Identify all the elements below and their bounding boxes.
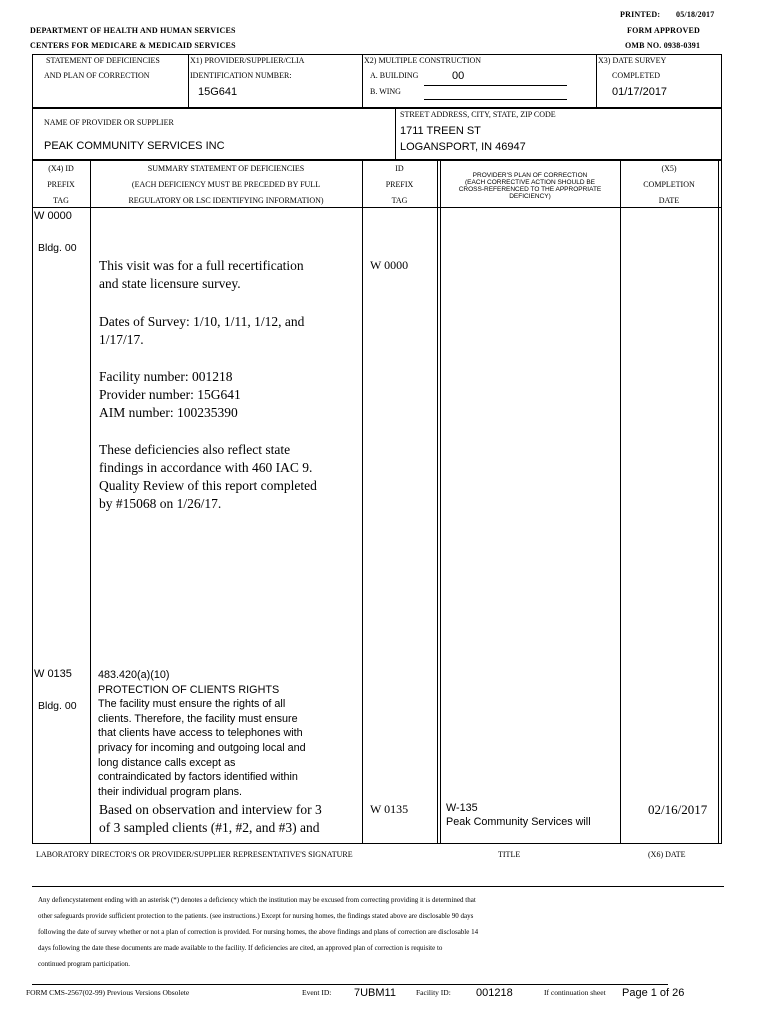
- x4-header-3: TAG: [53, 196, 69, 205]
- id-header: ID: [395, 164, 404, 173]
- column-divider: [440, 160, 441, 844]
- x5-header-3: DATE: [658, 196, 680, 205]
- column-divider: [362, 160, 363, 844]
- entry-bldg: Bldg. 00: [38, 700, 77, 712]
- department-title: DEPARTMENT OF HEALTH AND HUMAN SERVICES: [30, 26, 236, 35]
- address-line1: 1711 TREEN ST: [400, 125, 481, 137]
- address-line2: LOGANSPORT, IN 46947: [400, 141, 526, 153]
- provider-name-label: NAME OF PROVIDER OR SUPPLIER: [44, 118, 174, 127]
- regulation-text: 483.420(a)(10) PROTECTION OF CLIENTS RIGHTS The facility must ensure the rights of all clients. Therefore, the facility must ensure that clients have access to telephones with privacy for incoming and outgoing local and long distance calls except as contraindicated by factors identified within their individual program plans.: [98, 669, 306, 798]
- provider-number: 15G641: [198, 86, 238, 98]
- divider: [596, 54, 597, 108]
- divider: [362, 54, 363, 108]
- building-label: A. BUILDING: [370, 71, 419, 80]
- event-id-label: Event ID:: [302, 988, 332, 997]
- footer-divider: [32, 984, 668, 985]
- column-divider: [90, 160, 91, 844]
- facility-id: 001218: [476, 987, 513, 999]
- summary-text: These deficiencies also reflect state findings in accordance with 460 IAC 9. Quality Review of this report completed by #15068 on 1/26/17.: [99, 442, 317, 511]
- entry-bldg: Bldg. 00: [38, 242, 77, 254]
- summary-header-2: (EACH DEFICIENCY MUST BE PRECEDED BY FULL: [131, 180, 321, 189]
- provider-box: [32, 108, 722, 160]
- survey-date: 01/17/2017: [612, 86, 668, 98]
- x5-header: (X5): [661, 164, 677, 173]
- omb-number: OMB NO. 0938-0391: [625, 41, 701, 50]
- date-label: (X6) DATE: [648, 850, 686, 859]
- summary-text: Dates of Survey: 1/10, 1/11, 1/12, and 1/17/17.: [99, 314, 305, 347]
- centers-title: CENTERS FOR MEDICARE & MEDICAID SERVICES: [30, 41, 236, 50]
- entry-id-tag: W 0135: [370, 802, 409, 816]
- facility-id-label: Facility ID:: [416, 988, 451, 997]
- continuation-label: If continuation sheet: [544, 988, 606, 997]
- divider: [395, 108, 396, 160]
- plan-header-2: (EACH CORRECTIVE ACTION SHOULD BE: [464, 179, 596, 186]
- summary-text: Based on observation and interview for 3 of 3 sampled clients (#1, #2, and #3) and: [99, 802, 322, 835]
- plan-header: PROVIDER'S PLAN OF CORRECTION: [472, 172, 588, 179]
- x3-label-2: COMPLETED: [612, 71, 660, 80]
- plan-text: W-135 Peak Community Services will: [446, 802, 591, 828]
- id-header-2: PREFIX: [385, 180, 414, 189]
- column-divider: [437, 160, 438, 844]
- event-id: 7UBM11: [354, 987, 396, 999]
- signature-divider: [32, 886, 724, 887]
- x2-label: X2) MULTIPLE CONSTRUCTION: [364, 56, 482, 65]
- signature-label: LABORATORY DIRECTOR'S OR PROVIDER/SUPPLIER REPRESENTATIVE'S SIGNATURE: [36, 850, 353, 859]
- title-label: TITLE: [498, 850, 521, 859]
- form-approved: FORM APPROVED: [627, 26, 701, 35]
- plan-label: AND PLAN OF CORRECTION: [44, 71, 150, 80]
- page-number: Page 1 of 26: [622, 987, 685, 999]
- plan-header-4: DEFICIENCY): [509, 193, 551, 200]
- entry-tag: W 0000: [34, 210, 72, 222]
- x4-header: (X4) ID: [48, 164, 74, 173]
- printed-label: PRINTED:: [620, 10, 661, 19]
- x3-label: X3) DATE SURVEY: [598, 56, 667, 65]
- form-number: FORM CMS-2567(02-99) Previous Versions Obsolete: [26, 988, 190, 997]
- wing-label: B. WING: [370, 87, 401, 96]
- entry-id-tag: W 0000: [370, 258, 409, 272]
- column-divider: [718, 160, 719, 844]
- divider: [188, 54, 189, 108]
- building-value: 00: [452, 70, 465, 82]
- summary-text: Facility number: 001218 Provider number: 15G641 AIM number: 100235390: [99, 369, 241, 420]
- x4-header-2: PREFIX: [47, 180, 75, 189]
- plan-header-3: CROSS-REFERENCED TO THE APPROPRIATE: [458, 186, 602, 193]
- x1-label-2: IDENTIFICATION NUMBER:: [190, 71, 292, 80]
- id-header-3: TAG: [391, 196, 408, 205]
- entry-tag: W 0135: [34, 668, 72, 680]
- wing-underline: [424, 99, 567, 100]
- header-divider: [32, 207, 722, 208]
- address-label: STREET ADDRESS, CITY, STATE, ZIP CODE: [400, 110, 556, 119]
- provider-name: PEAK COMMUNITY SERVICES INC: [44, 140, 225, 152]
- summary-header-3: REGULATORY OR LSC IDENTIFYING INFORMATION): [128, 196, 324, 205]
- completion-date: 02/16/2017: [648, 802, 708, 817]
- column-divider: [620, 160, 621, 844]
- x5-header-2: COMPLETION: [643, 180, 695, 189]
- summary-text: This visit was for a full recertification and state licensure survey.: [99, 258, 304, 291]
- x1-label: X1) PROVIDER/SUPPLIER/CLIA: [190, 56, 305, 65]
- summary-header: SUMMARY STATEMENT OF DEFICIENCIES: [147, 164, 305, 173]
- disclaimer: Any defiencystatement ending with an asterisk (*) denotes a deficiency which the institution may be excused from correcting providing it is determined that other safeguards provide sufficient protection to the patients. (see instructions.) Except for nursing homes, the findings stated above are disclosable 90 days following the date of survey whether or not a plan of correction is provided. For nursing homes, the above findings and plans of correction are disclosable 14 days following the date these documents are made available to the facility. If deficiencies are cited, an approved plan of correction is requisite to continued program participation.: [38, 896, 479, 968]
- statement-label: STATEMENT OF DEFICIENCIES: [46, 56, 160, 65]
- building-underline: [424, 85, 567, 86]
- printed-date: 05/18/2017: [676, 10, 715, 19]
